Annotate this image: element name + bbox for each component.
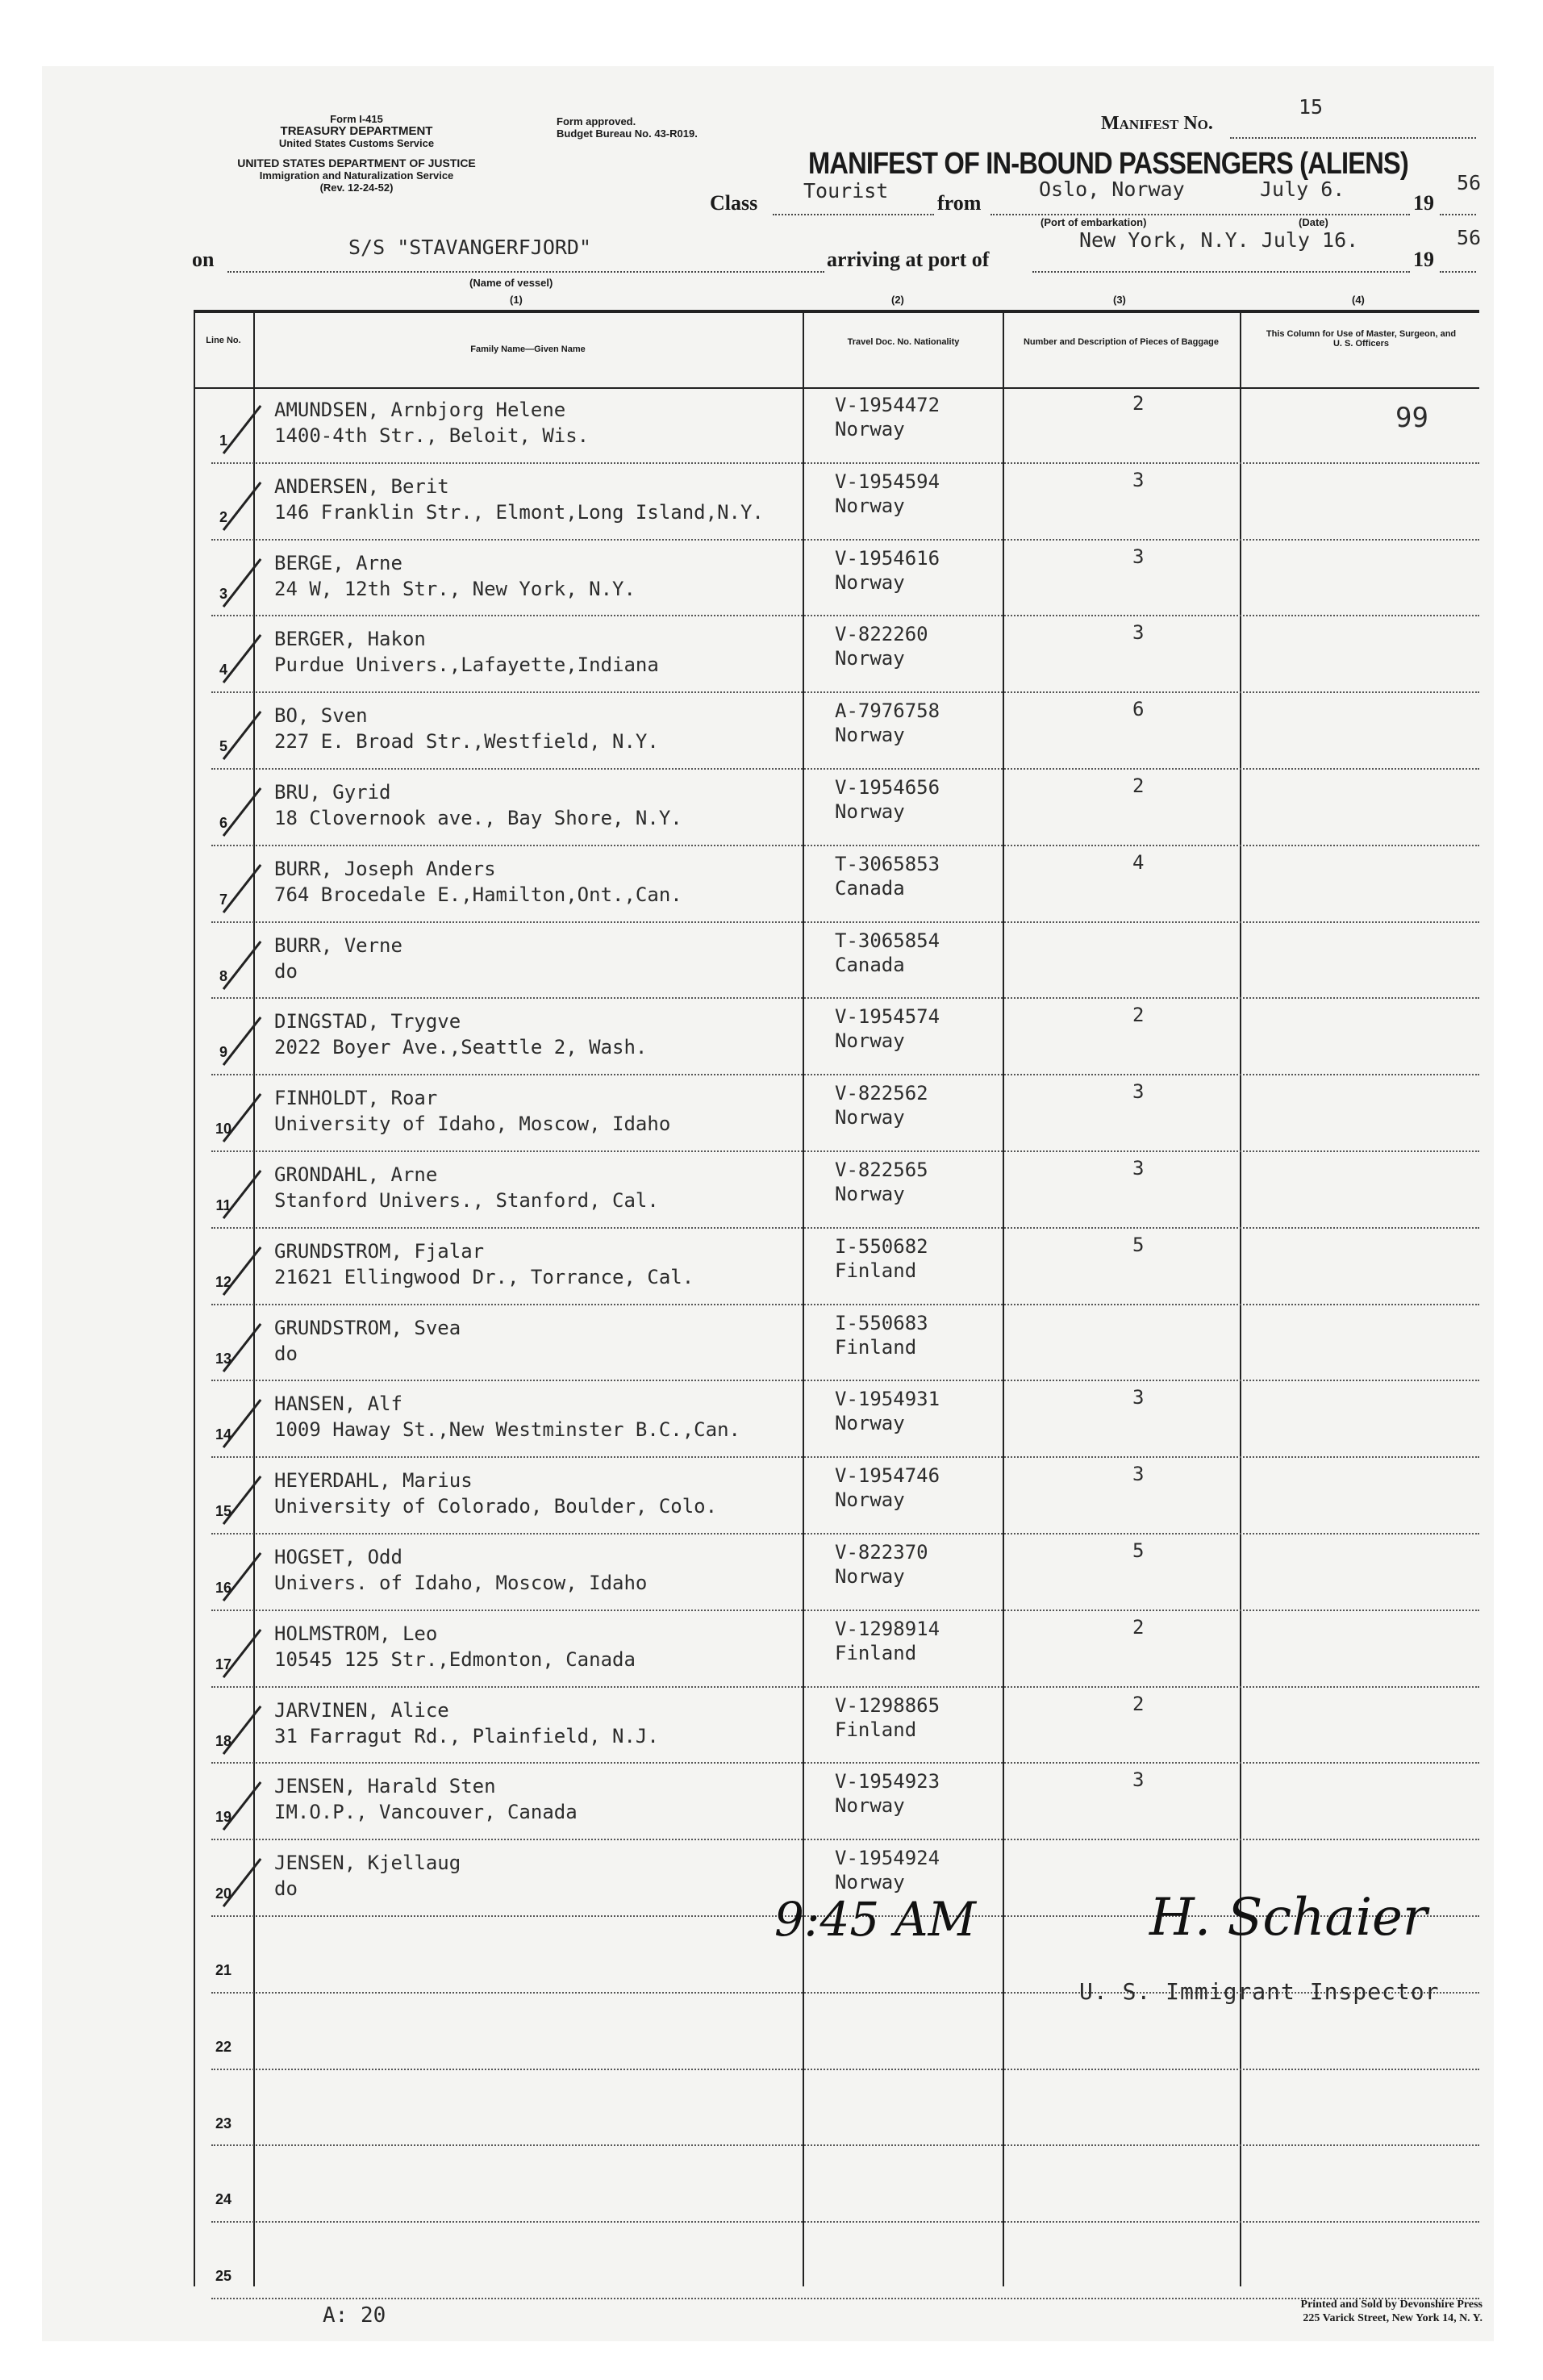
row-divider [211,1762,1479,1764]
row-line-number: 21 [215,1962,232,1978]
row-line-number: 23 [215,2115,232,2132]
row-divider [211,1304,1479,1305]
row-address: 1009 Haway St.,New Westminster B.C.,Can. [274,1418,740,1442]
row-line-number: 10 [215,1121,232,1138]
row-line-number: 11 [215,1197,231,1213]
ins-label: Immigration and Naturalization Service [259,169,454,182]
form-number: Form I-415 [330,113,383,125]
vessel-line [227,271,824,273]
row-nationality: Norway [835,1029,905,1053]
doc-divider [1003,310,1004,2286]
row-address: do [274,959,298,983]
row-baggage: 6 [1132,698,1145,721]
row-nationality: Finland [835,1335,917,1359]
row-doc-number: I-550683 [835,1311,928,1334]
printer-line-1: Printed and Sold by Devonshire Press [1300,2299,1483,2311]
row-baggage: 3 [1132,1463,1145,1486]
row-address: 2022 Boyer Ave.,Seattle 2, Wash. [274,1036,648,1059]
time-note: 9:45 AM [774,1892,976,1947]
col-number-3: (3) [1113,294,1126,306]
row-address: Univers. of Idaho, Moscow, Idaho [274,1572,648,1594]
row-address: University of Colorado, Boulder, Colo. [274,1495,718,1518]
row-line-number: 14 [215,1426,232,1443]
justice-dept: UNITED STATES DEPARTMENT OF JUSTICE [237,157,476,169]
row-baggage: 2 [1132,1004,1145,1027]
row-doc-number: V-1954472 [835,394,940,416]
row-name: BRU, Gyrid [274,781,391,804]
row-nationality: Finland [835,1259,917,1282]
row-name: AMUNDSEN, Arnbjorg Helene [274,399,566,421]
row-doc-number: I-550682 [835,1234,928,1258]
row-line-number: 5 [219,738,227,755]
class-value: Tourist [803,179,889,203]
row-name: HOLMSTROM, Leo [274,1622,438,1645]
col-officer-header: This Column for Use of Master, Surgeon, and U. S. Officers [1266,329,1457,349]
row-line-number: 2 [219,508,227,525]
from-value: Oslo, Norway [1039,177,1185,201]
row-name: JARVINEN, Alice [274,1698,449,1722]
year-prefix-2: 19 [1413,248,1434,271]
treasury-dept: TREASURY DEPARTMENT [280,124,433,138]
row-nationality: Norway [835,724,905,747]
row-doc-number: V-822260 [835,623,928,646]
year-2: 56 [1457,226,1482,249]
manifest-number: 15 [1299,95,1324,119]
row-line-number: 9 [219,1044,227,1061]
row-divider [211,1839,1479,1840]
manifest-no-line [1230,137,1476,139]
row-address: 227 E. Broad Str.,Westfield, N.Y. [274,730,659,754]
row-line-number: 12 [215,1273,232,1290]
row-address: Purdue Univers.,Lafayette,Indiana [274,653,659,677]
row-address: Stanford Univers., Stanford, Cal. [274,1189,659,1212]
row-divider [211,691,1479,693]
row-nationality: Finland [835,1641,917,1664]
row-divider [211,1533,1479,1534]
row-officer-note: 99 [1395,402,1428,434]
row-address: do [274,1342,298,1365]
row-nationality: Canada [835,876,905,900]
row-address: 1400-4th Str., Beloit, Wis. [274,424,590,447]
row-nationality: Norway [835,494,905,517]
row-baggage: 3 [1132,1157,1145,1180]
row-nationality: Norway [835,1412,905,1435]
table-left-border [194,310,195,2286]
row-divider [211,1150,1479,1152]
row-doc-number: V-822565 [835,1159,928,1181]
row-address: IM.O.P., Vancouver, Canada [274,1801,578,1824]
row-nationality: Norway [835,1183,905,1205]
arrival-port: New York, N.Y. July 16. [1079,228,1359,252]
row-baggage: 2 [1132,775,1145,797]
embark-date: July 6. [1260,177,1345,201]
row-name: HEYERDAHL, Marius [274,1469,473,1493]
col-doc-header: Travel Doc. No. Nationality [847,337,960,347]
row-address: 18 Clovernook ave., Bay Shore, N.Y. [274,807,682,829]
row-doc-number: V-1954924 [835,1847,940,1870]
name-divider [803,310,804,2286]
row-line-number: 24 [215,2191,232,2208]
row-line-number: 16 [215,1580,232,1596]
inspector-signature: H. Schaier [1149,1888,1428,1948]
row-line-number: 15 [215,1503,232,1520]
from-label: from [937,191,982,215]
revision-label: (Rev. 12-24-52) [319,182,394,194]
row-line-number: 8 [219,967,227,984]
row-baggage: 3 [1132,1768,1145,1792]
year-line-2 [1440,271,1476,273]
row-divider [211,921,1479,923]
row-doc-number: V-1954656 [835,776,940,799]
row-line-number: 4 [219,662,227,679]
row-nationality: Norway [835,1565,905,1588]
form-header-left [187,113,526,194]
row-divider [211,1227,1479,1229]
row-doc-number: V-1954616 [835,546,940,570]
row-doc-number: V-1954746 [835,1464,940,1488]
customs-service: United States Customs Service [278,137,435,149]
row-doc-number: V-1954574 [835,1005,940,1029]
row-baggage: 3 [1132,621,1145,645]
row-nationality: Norway [835,418,905,441]
row-baggage: 5 [1132,1539,1145,1562]
row-address: 31 Farragut Rd., Plainfield, N.J. [274,1724,659,1747]
row-doc-number: A-7976758 [835,699,940,723]
col-name-header: Family Name—Given Name [470,344,586,354]
row-doc-number: V-1298865 [835,1693,940,1717]
row-line-number: 1 [219,432,227,449]
col-line-header: Line No. [206,336,241,345]
row-divider [211,997,1479,999]
row-address: University of Idaho, Moscow, Idaho [274,1113,671,1136]
row-nationality: Norway [835,1489,905,1512]
row-name: HANSEN, Alf [274,1393,402,1416]
row-line-number: 18 [215,1732,232,1749]
printer-line-2: 225 Varick Street, New York 14, N. Y. [1303,2312,1483,2324]
row-doc-number: T-3065853 [835,852,940,875]
row-name: DINGSTAD, Trygve [274,1010,461,1033]
row-nationality: Canada [835,953,905,976]
form-approved-label: Form approved. [557,115,636,127]
row-name: JENSEN, Kjellaug [274,1852,461,1875]
col-number-1: (1) [510,294,523,306]
row-nationality: Norway [835,1106,905,1129]
row-baggage: 3 [1132,468,1145,491]
stamp-bottom: A: 20 [323,2303,386,2328]
row-baggage: 3 [1132,545,1145,568]
year-1: 56 [1457,171,1482,194]
row-name: GRONDAHL, Arne [274,1163,438,1186]
row-line-number: 6 [219,815,227,831]
manifest-no-label: Manifest No. [1101,113,1213,134]
row-doc-number: V-1954923 [835,1770,940,1793]
row-line-number: 13 [215,1350,232,1367]
vessel-name: S/S "STAVANGERFJORD" [348,236,592,259]
year-prefix-1: 19 [1413,191,1434,215]
row-name: BO, Sven [274,704,368,728]
row-baggage: 3 [1132,1386,1145,1409]
row-line-number: 20 [215,1885,232,1902]
row-name: BERGER, Hakon [274,628,426,651]
row-baggage: 4 [1132,850,1145,874]
row-divider [211,1686,1479,1688]
col-baggage-header: Number and Description of Pieces of Baggage [1023,337,1220,347]
row-name: BURR, Verne [274,933,402,957]
row-baggage: 2 [1132,1692,1145,1715]
arriving-label: arriving at port of [827,248,990,271]
row-address: 764 Brocedale E.,Hamilton,Ont.,Can. [274,883,682,906]
row-nationality: Finland [835,1718,917,1741]
printer-info [1161,2298,1483,2325]
row-baggage: 3 [1132,1080,1145,1104]
row-name: BURR, Joseph Anders [274,857,496,880]
row-baggage: 2 [1132,392,1145,415]
row-line-number: 3 [219,585,227,602]
arrival-line [1032,271,1410,273]
row-address: 21621 Ellingwood Dr., Torrance, Cal. [274,1265,694,1288]
row-nationality: Norway [835,570,905,594]
row-doc-number: V-1954594 [835,470,940,493]
from-line [990,214,1410,215]
form-approval [557,115,698,140]
row-divider [211,1456,1479,1458]
row-address: do [274,1877,298,1901]
col-number-4: (4) [1352,294,1365,306]
row-address: 10545 125 Str.,Edmonton, Canada [274,1647,636,1671]
row-doc-number: T-3065854 [835,929,940,952]
budget-bureau-label: Budget Bureau No. 43-R019. [557,127,698,140]
row-name: ANDERSEN, Berit [274,474,449,498]
linenum-divider [253,310,255,2286]
page-title: MANIFEST OF IN-BOUND PASSENGERS (ALIENS) [808,147,1408,181]
date-caption: (Date) [1299,216,1328,228]
row-nationality: Norway [835,1871,905,1894]
row-line-number: 17 [215,1656,232,1672]
on-label: on [192,248,215,271]
row-line-number: 25 [215,2268,232,2285]
row-name: JENSEN, Harald Sten [274,1775,496,1798]
row-divider [211,2144,1479,2146]
row-divider [211,2221,1479,2223]
row-doc-number: V-1298914 [835,1617,940,1640]
vessel-caption: (Name of vessel) [469,277,553,289]
row-line-number: 22 [215,2038,232,2055]
row-doc-number: V-1954931 [835,1388,940,1411]
inspector-title: U. S. Immigrant Inspector [1079,1978,1440,2005]
row-divider [211,1610,1479,1611]
row-name: HOGSET, Odd [274,1546,402,1568]
row-divider [211,462,1479,464]
row-doc-number: V-822562 [835,1082,928,1105]
row-divider [211,1380,1479,1381]
row-address: 146 Franklin Str., Elmont,Long Island,N.Y. [274,500,764,524]
row-baggage: 5 [1132,1233,1145,1256]
row-nationality: Norway [835,647,905,670]
row-divider [211,615,1479,616]
row-divider [211,768,1479,770]
table-top-border [194,310,1479,313]
row-line-number: 19 [215,1809,232,1826]
row-address: 24 W, 12th Str., New York, N.Y. [274,577,636,600]
row-line-number: 7 [219,891,227,908]
class-label: Class [710,191,758,215]
row-nationality: Norway [835,800,905,823]
row-doc-number: V-822370 [835,1541,928,1564]
row-nationality: Norway [835,1794,905,1818]
col-number-2: (2) [891,294,904,306]
row-divider [211,2069,1479,2070]
row-name: GRUNDSTROM, Svea [274,1316,461,1339]
class-line [773,214,934,215]
row-name: GRUNDSTROM, Fjalar [274,1239,485,1263]
row-divider [211,1074,1479,1075]
row-divider [211,845,1479,846]
row-divider [211,539,1479,541]
row-baggage: 2 [1132,1615,1145,1639]
row-name: BERGE, Arne [274,551,402,574]
year-line-1 [1440,214,1476,215]
table-header-border [194,387,1479,389]
row-name: FINHOLDT, Roar [274,1087,438,1110]
port-embark-caption: (Port of embarkation) [1040,216,1147,228]
